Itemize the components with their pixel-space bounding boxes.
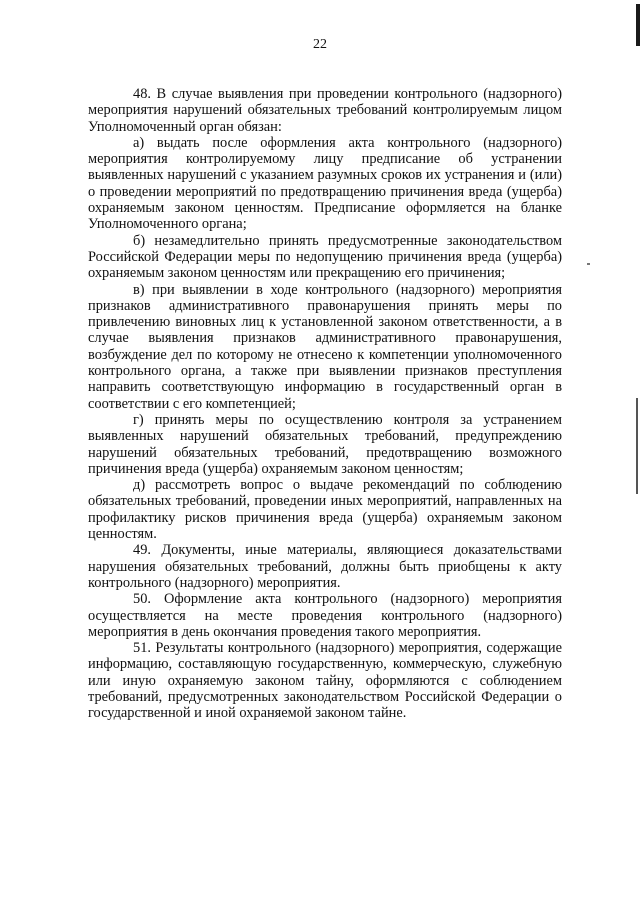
- document-body: [88, 86, 562, 722]
- scan-edge-mark-middle: [636, 398, 638, 494]
- scan-speck: [587, 263, 590, 265]
- paragraph-48: 48. В случае выявления при проведении контрольного (надзорного) мероприятия нарушений обязательных требований контролируемым лицом Уполномоченный орган обязан:: [88, 86, 562, 135]
- paragraph-48-d: д) рассмотреть вопрос о выдаче рекомендаций по соблюдению обязательных требований, проведении иных мероприятий, направленных на профилактику рисков причинения вреда (ущерба) охраняемым законом ценностям.: [88, 477, 562, 543]
- paragraph-51: 51. Результаты контрольного (надзорного) мероприятия, содержащие информацию, составляющую государственную, коммерческую, служебную или иную охраняемую законом тайну, оформляются с соблюдением требований, предусмотренных законодательством Российской Федерации о государственной и иной охраняемой законом тайне.: [88, 640, 562, 722]
- paragraph-48-v: в) при выявлении в ходе контрольного (надзорного) мероприятия признаков административного правонарушения принять меры по привлечению виновных лиц к установленной законом ответственности, а в случае выявления признаков административного правонарушения, возбуждение дел по которому не отнесено к компетенции уполномоченного контрольного органа, а также при выявлении признаков преступления направить соответствующую информацию в государственный орган в соответствии с его компетенцией;: [88, 281, 562, 412]
- paragraph-49: 49. Документы, иные материалы, являющиеся доказательствами нарушения обязательных требований, должны быть приобщены к акту контрольного (надзорного) мероприятия.: [88, 542, 562, 591]
- paragraph-48-b: б) незамедлительно принять предусмотренные законодательством Российской Федерации меры по недопущению причинения вреда (ущерба) охраняемым законом ценностям или прекращению его причинения;: [88, 232, 562, 282]
- paragraph-48-a: а) выдать после оформления акта контрольного (надзорного) мероприятия контролируемому лицу предписание об устранении выявленных нарушений с указанием разумных сроков их устранения и (или) о проведении мероприятий по предотвращению причинения вреда (ущерба) охраняемым законом ценностям. Предписание оформляется на бланке Уполномоченного органа;: [88, 134, 562, 233]
- paragraph-48-g: г) принять меры по осуществлению контроля за устранением выявленных нарушений обязательных требований, предупреждению нарушений обязательных требований, предотвращению возможного причинения вреда (ущерба) охраняемым законом ценностям;: [88, 411, 562, 477]
- paragraph-50: 50. Оформление акта контрольного (надзорного) мероприятия осуществляется на месте проведения контрольного (надзорного) мероприятия в день окончания проведения такого мероприятия.: [88, 591, 562, 640]
- scan-edge-mark-top: [636, 4, 640, 46]
- page-number: 22: [313, 37, 327, 52]
